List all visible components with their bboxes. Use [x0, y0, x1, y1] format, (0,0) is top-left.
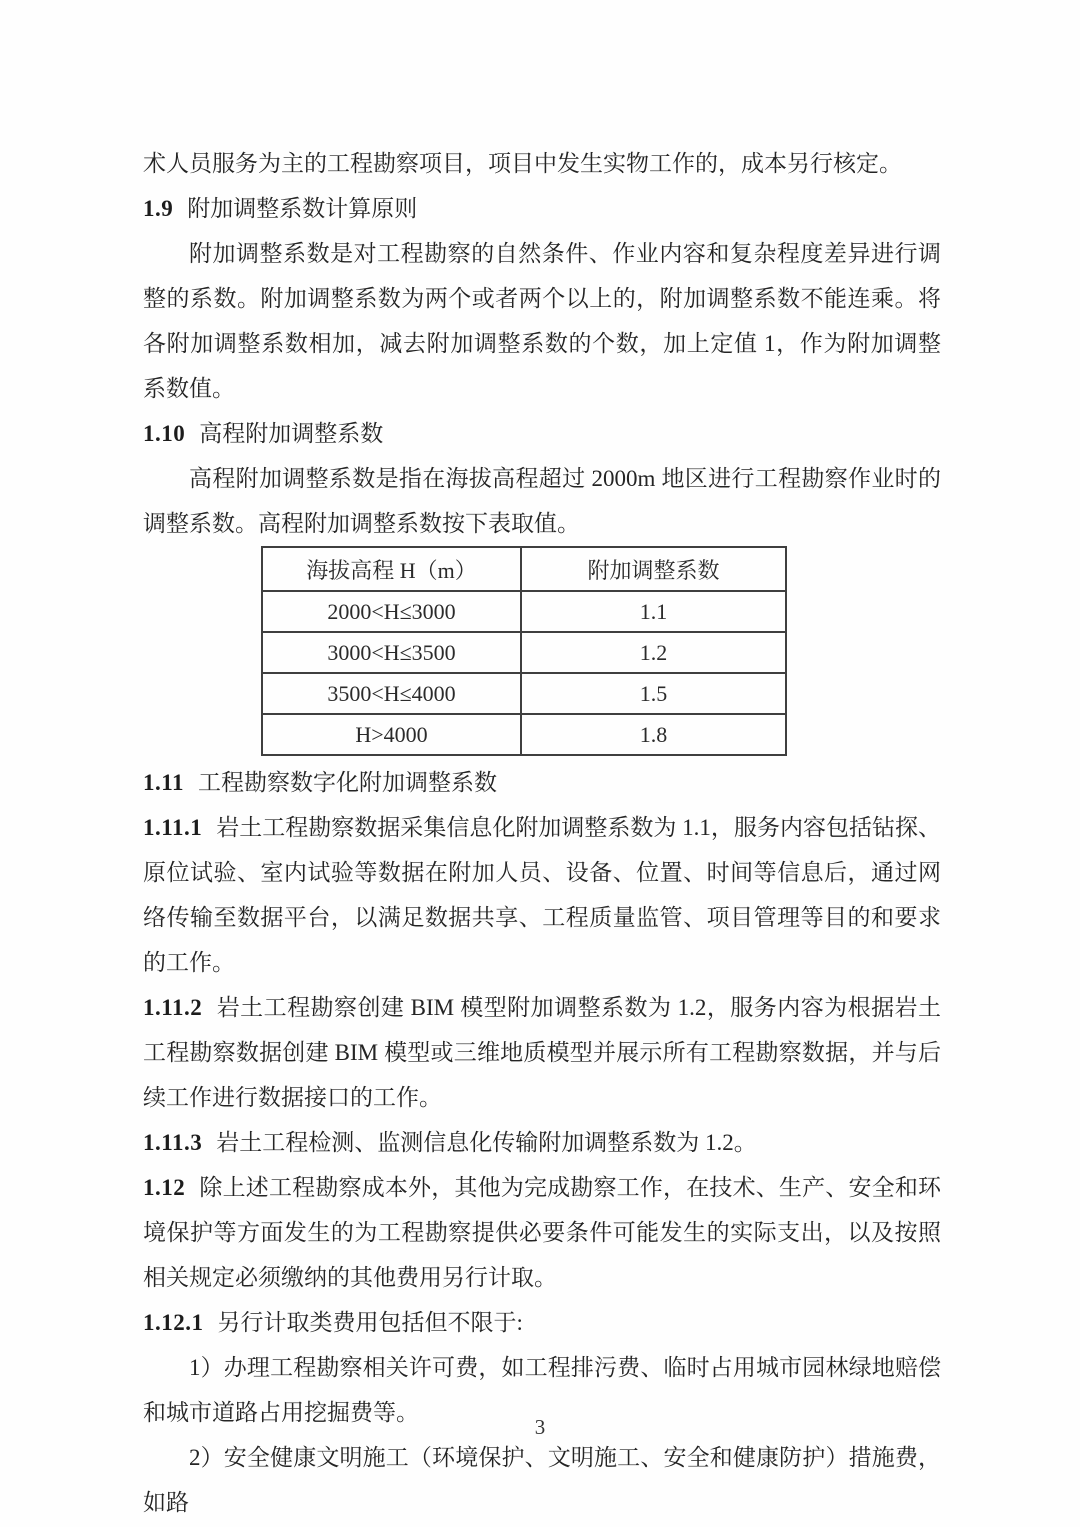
paragraph-1-11-1-text: 岩土工程勘察数据采集信息化附加调整系数为 1.1，服务内容包括钻探、原位试验、室内试验等数据在附加人员、设备、位置、时间等信息后，通过网络传输至数据平台，以满足数据共享、工程质量监管、项目管理等目的和要求的工作。 — [143, 815, 941, 975]
paragraph-1-11-2-text: 岩土工程勘察创建 BIM 模型附加调整系数为 1.2，服务内容为根据岩土工程勘察数据创建 BIM 模型或三维地质模型并展示所有工程勘察数据，并与后续工作进行数据接口的工作。 — [143, 995, 941, 1110]
section-heading-1-9 — [143, 186, 941, 231]
paragraph-1-12-1 — [143, 1300, 941, 1345]
table-cell-range: H>4000 — [262, 714, 521, 755]
table-row — [262, 714, 786, 755]
paragraph-1-12-1-text: 另行计取类费用包括但不限于: — [217, 1310, 523, 1335]
list-item-2: 2）安全健康文明施工（环境保护、文明施工、安全和健康防护）措施费，如路 — [143, 1445, 941, 1515]
section-number-1-11: 1.11 — [143, 770, 184, 795]
table-cell-factor: 1.5 — [521, 673, 786, 714]
page-number: 3 — [534, 1415, 546, 1439]
paragraph-1-12-text: 除上述工程勘察成本外，其他为完成勘察工作，在技术、生产、安全和环境保护等方面发生的为工程勘察提供必要条件可能发生的实际支出，以及按照相关规定必须缴纳的其他费用另行计取。 — [143, 1175, 941, 1290]
table-cell-factor: 1.1 — [521, 591, 786, 632]
table-cell-factor: 1.8 — [521, 714, 786, 755]
table-cell-range: 2000<H≤3000 — [262, 591, 521, 632]
section-number-1-12: 1.12 — [143, 1175, 186, 1200]
table-row — [262, 632, 786, 673]
page-content-column — [143, 141, 941, 1525]
table-header-row — [262, 547, 786, 591]
paragraph-1-10-body: 高程附加调整系数是指在海拔高程超过 2000m 地区进行工程勘察作业时的调整系数。高程附加调整系数按下表取值。 — [143, 466, 941, 536]
paragraph-1-12 — [143, 1165, 941, 1300]
table-header-elevation: 海拔高程 H（m） — [262, 547, 521, 591]
section-number-1-12-1: 1.12.1 — [143, 1310, 204, 1335]
section-heading-1-11 — [143, 760, 941, 805]
table-row — [262, 673, 786, 714]
section-title-1-10: 高程附加调整系数 — [199, 421, 384, 446]
paragraph-continuation: 术人员服务为主的工程勘察项目，项目中发生实物工作的，成本另行核定。 — [143, 151, 902, 176]
section-number-1-10: 1.10 — [143, 421, 186, 446]
paragraph-1-11-3-text: 岩土工程检测、监测信息化传输附加调整系数为 1.2。 — [216, 1130, 757, 1155]
section-number-1-11-1: 1.11.1 — [143, 815, 203, 840]
table-row — [262, 591, 786, 632]
table-cell-range: 3500<H≤4000 — [262, 673, 521, 714]
section-number-1-9: 1.9 — [143, 196, 174, 221]
section-title-1-9: 附加调整系数计算原则 — [187, 196, 418, 221]
paragraph-1-11-3 — [143, 1120, 941, 1165]
paragraph-1-9-body: 附加调整系数是对工程勘察的自然条件、作业内容和复杂程度差异进行调整的系数。附加调整系数为两个或者两个以上的，附加调整系数不能连乘。将各附加调整系数相加，减去附加调整系数的个数，加上定值 1，作为附加调整系数值。 — [143, 241, 942, 401]
elevation-adjustment-table — [261, 546, 787, 756]
section-title-1-11: 工程勘察数字化附加调整系数 — [197, 770, 497, 795]
table-cell-factor: 1.2 — [521, 632, 786, 673]
paragraph-1-11-2 — [143, 985, 941, 1120]
list-item-1: 1）办理工程勘察相关许可费，如工程排污费、临时占用城市园林绿地赔偿和城市道路占用挖掘费等。 — [143, 1355, 941, 1425]
section-number-1-11-3: 1.11.3 — [143, 1130, 203, 1155]
paragraph-1-11-1 — [143, 805, 941, 985]
section-number-1-11-2: 1.11.2 — [143, 995, 203, 1020]
table-header-factor: 附加调整系数 — [521, 547, 786, 591]
table-cell-range: 3000<H≤3500 — [262, 632, 521, 673]
section-heading-1-10 — [143, 411, 941, 456]
